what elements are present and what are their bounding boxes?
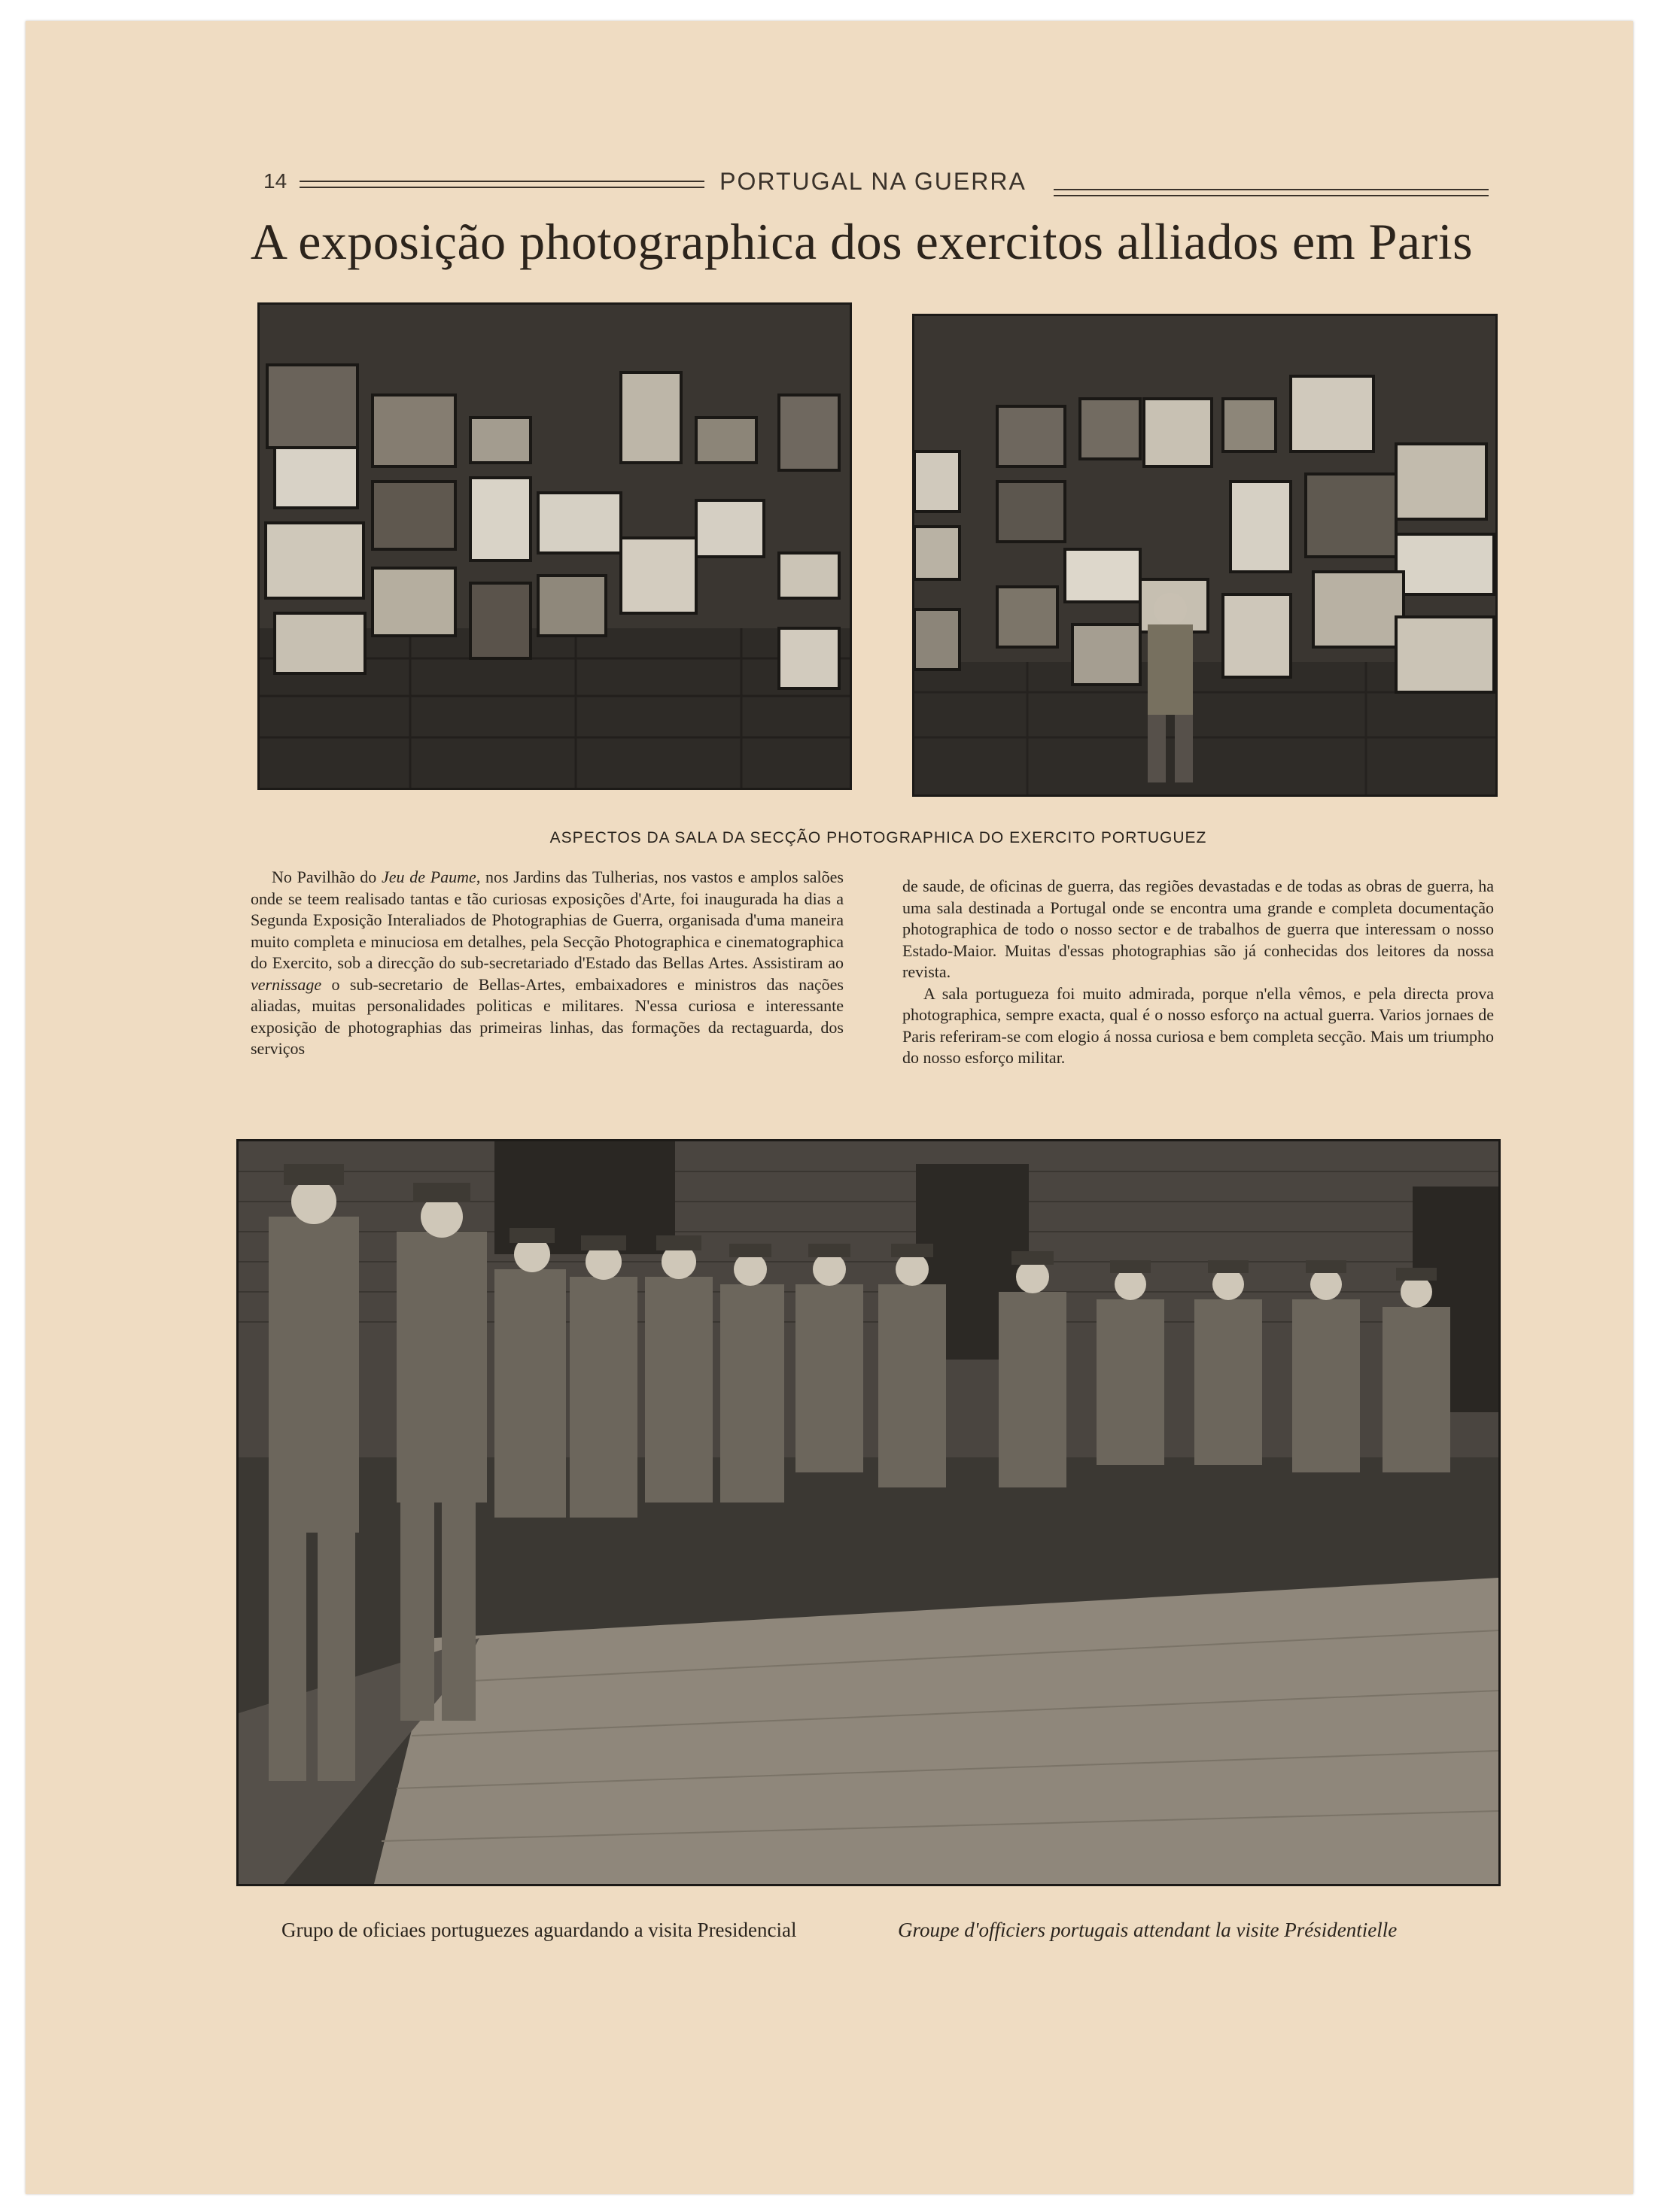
running-title: PORTUGAL NA GUERRA bbox=[719, 168, 1027, 195]
article-column-1 bbox=[251, 867, 844, 1060]
article-column-2 bbox=[902, 876, 1494, 1069]
exhibition-room-with-officer-photo bbox=[912, 314, 1498, 797]
article-paragraph: A sala portugueza foi muito admirada, porque n'ella vêmos, e pela directa prova photographica, sempre exacta, qual é o nosso esforço na actual guerra. Varios jornaes de Paris referiram-se com elogio á nossa curiosa e bem completa secção. Mais um triumpho do nosso esforço militar. bbox=[902, 983, 1494, 1067]
header-rule-right bbox=[1054, 189, 1489, 196]
text-run: No Pavilhão do bbox=[272, 867, 382, 886]
page-headline: A exposição photographica dos exercitos alliados em Paris bbox=[250, 213, 1474, 270]
header-rule-left bbox=[300, 181, 704, 188]
group-of-officers-photo bbox=[236, 1139, 1501, 1886]
text-run: , nos Jardins das Tulherias, nos vastos e amplos salões onde se teem realisado tantas e tão curiosas exposições d'Arte, foi inaugurada ha dias a Segunda Exposição Interaliados de Photographias de Guerra, organisada d'uma maneira muito completa e minuciosa em detalhes, pela Secção Photographica e cinematographica do Exercito, sob a direcção do sub-secretariado d'Estado das Bellas Artes. Assistiram ao bbox=[251, 867, 844, 972]
article-paragraph bbox=[251, 867, 844, 1060]
top-photos-caption: ASPECTOS DA SALA DA SECÇÃO PHOTOGRAPHICA DO EXERCITO PORTUGUEZ bbox=[549, 829, 1207, 846]
emphasis-text: vernissage bbox=[251, 974, 322, 994]
exhibition-room-photo bbox=[257, 302, 852, 790]
article-paragraph: de saude, de oficinas de guerra, das regiões devastadas e de todas as obras de guerra, ha uma sala destinada a Portugal onde se encontra uma grande e completa documentação photographica de todo o nosso sector e de trabalhos de guerra que interessam o nosso Estado-Maior. Muitas d'essas photographias são já conhecidas dos leitores da nossa revista. bbox=[902, 877, 1494, 981]
caption-french: Groupe d'officiers portugais attendant la visite Présidentielle bbox=[898, 1919, 1398, 1941]
text-run: o sub-secretario de Bellas-Artes, embaixadores e ministros das nações aliadas, muitas personalidades politicas e militares. N'essa curiosa e interessante exposição de photographias das primeiras linhas, das formações da rectaguarda, dos serviços bbox=[251, 974, 844, 1058]
emphasis-text: Jeu de Paume bbox=[382, 867, 476, 886]
caption-portuguese: Grupo de oficiaes portuguezes aguardando a visita Presidencial bbox=[281, 1919, 797, 1941]
page-number: 14 bbox=[263, 169, 287, 193]
